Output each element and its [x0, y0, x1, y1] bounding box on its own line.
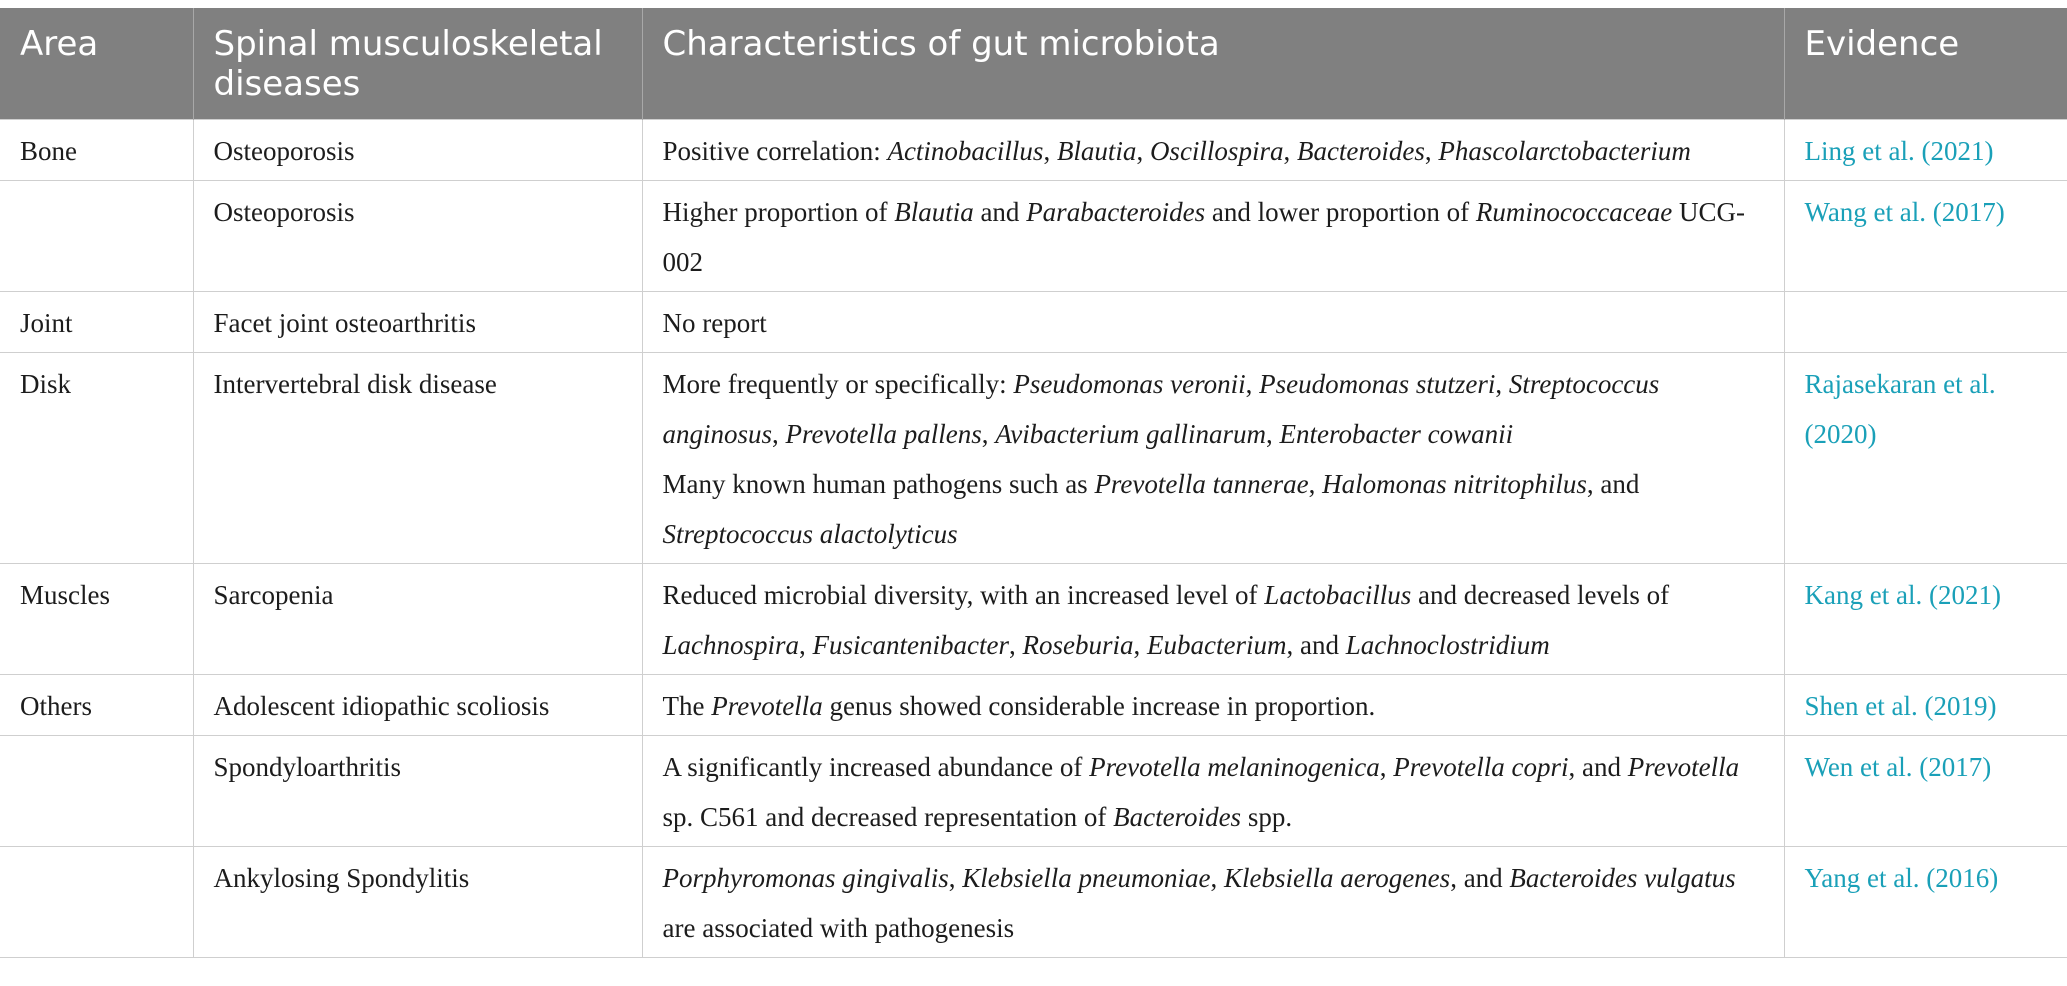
text-run: Positive correlation: [662, 135, 888, 166]
taxon-name: Roseburia [1022, 629, 1134, 660]
text-run: , and [1286, 629, 1346, 660]
text-run: and [973, 196, 1027, 227]
evidence-link[interactable]: Wen et al. (2017) [1784, 735, 2067, 846]
taxon-name: Prevotella melaninogenica [1089, 751, 1380, 782]
area-cell [0, 735, 193, 846]
characteristics-paragraph [663, 187, 1764, 287]
taxon-name: Streptococcus anginosus [662, 368, 1660, 449]
area-cell: Joint [0, 291, 193, 352]
text-run: , [1424, 135, 1439, 166]
disease-cell: Facet joint osteoarthritis [193, 291, 642, 352]
disease-cell: Spondyloarthritis [193, 735, 642, 846]
text-run: , [1133, 629, 1147, 660]
characteristics-paragraph [663, 298, 1764, 348]
table-row [0, 674, 2067, 735]
table-row [0, 846, 2067, 957]
taxon-name: Bacteroides vulgatus [1509, 862, 1736, 893]
text-run: , [1308, 468, 1323, 499]
disease-cell: Adolescent idiopathic scoliosis [193, 674, 642, 735]
area-cell [0, 846, 193, 957]
characteristics-cell [642, 291, 1784, 352]
characteristics-paragraph [663, 853, 1764, 953]
taxon-name: Prevotella [711, 690, 823, 721]
evidence-link[interactable]: Ling et al. (2021) [1784, 119, 2067, 180]
table-body [0, 119, 2067, 957]
taxon-name: Prevotella copri [1393, 751, 1569, 782]
table-row [0, 291, 2067, 352]
table-header [0, 8, 2067, 119]
taxon-name: Fusicantenibacter [812, 629, 1009, 660]
evidence-link[interactable]: Rajasekaran et al. (2020) [1784, 352, 2067, 563]
area-cell: Muscles [0, 563, 193, 674]
table-row [0, 180, 2067, 291]
disease-cell: Intervertebral disk disease [193, 352, 642, 563]
disease-cell: Osteoporosis [193, 180, 642, 291]
header-characteristics: Characteristics of gut microbiota [642, 8, 1784, 119]
taxon-name: Lachnoclostridium [1345, 629, 1550, 660]
text-run: and lower proportion of [1205, 196, 1476, 227]
evidence-link [1784, 291, 2067, 352]
text-run: The [662, 690, 712, 721]
text-run: , [1008, 629, 1023, 660]
text-run: Higher proportion of [662, 196, 895, 227]
table-row [0, 735, 2067, 846]
characteristics-cell [642, 563, 1784, 674]
taxon-name: Lactobacillus [1264, 579, 1412, 610]
characteristics-cell [642, 846, 1784, 957]
taxon-name: Blautia [1056, 135, 1137, 166]
taxon-name: Phascolarctobacterium [1438, 135, 1691, 166]
taxon-name: Ruminococcaceae [1475, 196, 1673, 227]
taxon-name: Bacteroides [1296, 135, 1425, 166]
characteristics-paragraph [663, 459, 1764, 559]
taxon-name: Pseudomonas veronii [1013, 368, 1246, 399]
text-run: , [799, 629, 813, 660]
characteristics-paragraph [663, 126, 1764, 176]
taxon-name: Oscillospira [1149, 135, 1284, 166]
taxon-name: Actinobacillus [887, 135, 1044, 166]
text-run: and decreased levels of [1411, 579, 1670, 610]
taxon-name: Porphyromonas gingivalis [662, 862, 949, 893]
characteristics-paragraph [663, 570, 1764, 670]
disease-cell: Sarcopenia [193, 563, 642, 674]
characteristics-cell [642, 735, 1784, 846]
header-row [0, 8, 2067, 119]
text-run: genus showed considerable increase in proportion. [822, 690, 1376, 721]
text-run: , [981, 418, 996, 449]
area-cell [0, 180, 193, 291]
characteristics-cell [642, 674, 1784, 735]
text-run: Many known human pathogens such as [662, 468, 1095, 499]
characteristics-paragraph [663, 681, 1764, 731]
text-run: , and [1586, 468, 1640, 499]
taxon-name: Prevotella [1627, 751, 1740, 782]
disease-cell: Ankylosing Spondylitis [193, 846, 642, 957]
text-run: spp. [1241, 801, 1293, 832]
text-run: Reduced microbial diversity, with an increased level of [662, 579, 1265, 610]
taxon-name: Blautia [894, 196, 974, 227]
text-run: sp. C561 and decreased representation of [662, 801, 1114, 832]
characteristics-cell [642, 119, 1784, 180]
header-area: Area [0, 8, 193, 119]
text-run: , [772, 418, 786, 449]
taxon-name: Bacteroides [1113, 801, 1242, 832]
text-run: , [1210, 862, 1224, 893]
taxon-name: Prevotella pallens [785, 418, 982, 449]
area-cell: Disk [0, 352, 193, 563]
text-run: , and [1568, 751, 1628, 782]
area-cell: Others [0, 674, 193, 735]
characteristics-cell [642, 180, 1784, 291]
characteristics-cell [642, 352, 1784, 563]
taxon-name: Avibacterium gallinarum [995, 418, 1266, 449]
evidence-link[interactable]: Kang et al. (2021) [1784, 563, 2067, 674]
text-run: , [1495, 368, 1509, 399]
microbiota-table [0, 8, 2067, 958]
text-run: , [948, 862, 963, 893]
characteristics-paragraph [663, 742, 1764, 842]
text-run: , [1265, 418, 1280, 449]
text-run: A significantly increased abundance of [662, 751, 1090, 782]
text-run: , [1136, 135, 1150, 166]
taxon-name: Streptococcus alactolyticus [662, 518, 958, 549]
table-row [0, 352, 2067, 563]
text-run: UCG-002 [662, 196, 1745, 277]
text-run: No report [662, 307, 767, 338]
taxon-name: Enterobacter cowanii [1279, 418, 1514, 449]
taxon-name: Eubacterium [1146, 629, 1287, 660]
text-run: More frequently or specifically: [662, 368, 1014, 399]
area-cell: Bone [0, 119, 193, 180]
text-run: , [1245, 368, 1260, 399]
text-run: , [1043, 135, 1057, 166]
taxon-name: Halomonas nitritophilus [1322, 468, 1587, 499]
characteristics-paragraph [663, 359, 1764, 459]
taxon-name: Pseudomonas stutzeri [1259, 368, 1496, 399]
header-disease: Spinal musculoskeletal diseases [193, 8, 642, 119]
evidence-link[interactable]: Shen et al. (2019) [1784, 674, 2067, 735]
taxon-name: Prevotella tannerae [1094, 468, 1309, 499]
disease-cell: Osteoporosis [193, 119, 642, 180]
header-evidence: Evidence [1784, 8, 2067, 119]
text-run: , [1283, 135, 1297, 166]
evidence-link[interactable]: Wang et al. (2017) [1784, 180, 2067, 291]
text-run: , and [1450, 862, 1510, 893]
text-run: are associated with pathogenesis [662, 912, 1015, 943]
table-row [0, 119, 2067, 180]
evidence-link[interactable]: Yang et al. (2016) [1784, 846, 2067, 957]
taxon-name: Lachnospira [662, 629, 800, 660]
taxon-name: Klebsiella aerogenes [1223, 862, 1451, 893]
table-row [0, 563, 2067, 674]
text-run: , [1379, 751, 1394, 782]
taxon-name: Parabacteroides [1026, 196, 1206, 227]
taxon-name: Klebsiella pneumoniae [962, 862, 1211, 893]
